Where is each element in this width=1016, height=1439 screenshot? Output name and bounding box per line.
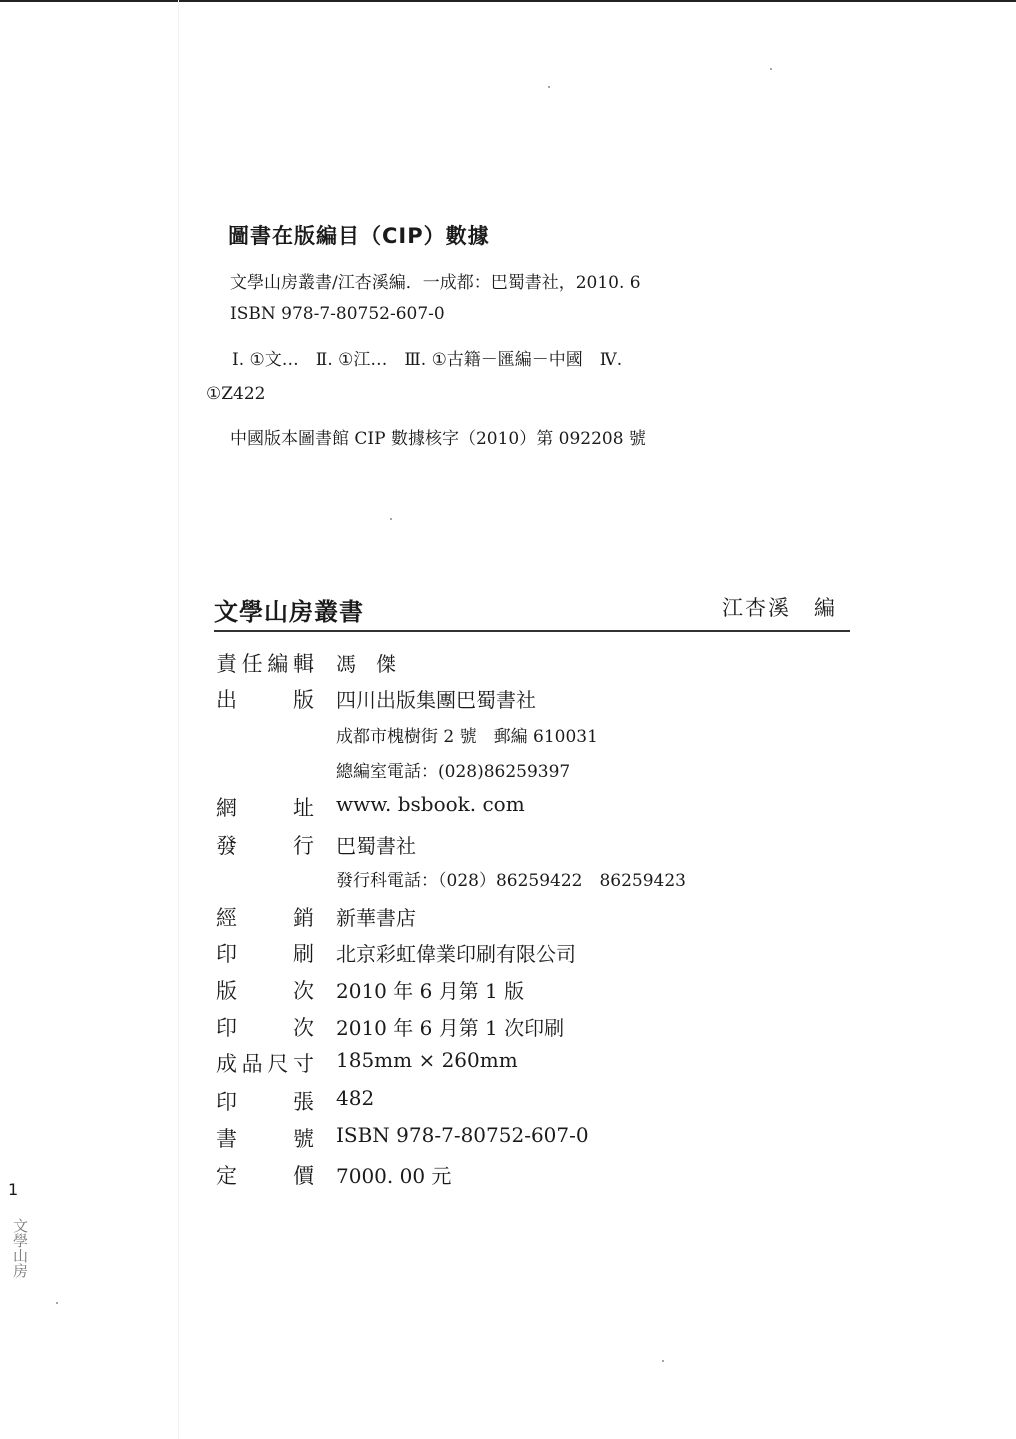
colophon-label [216, 1160, 314, 1190]
colophon-label-char: 銷 [293, 906, 314, 930]
colophon-label-char: 版 [216, 979, 237, 1003]
colophon-value: 新華書店 [336, 906, 416, 930]
colophon-label [216, 684, 314, 714]
colophon-label-char: 印 [216, 942, 237, 966]
cip-record-number-line: 中國版本圖書館 CIP 數據核字（2010）第 092208 號 [230, 429, 646, 449]
colophon-label-char: 行 [293, 834, 314, 858]
colophon-value: 482 [336, 1086, 375, 1110]
margin-stamp: 文學山房 [11, 1218, 29, 1278]
scan-speck [548, 86, 550, 88]
colophon-label-char: 責 [216, 652, 237, 676]
colophon-label-char: 尺 [267, 1052, 289, 1076]
colophon-label-char: 址 [293, 796, 314, 820]
colophon-value: 2010 年 6 月第 1 次印刷 [336, 1016, 565, 1040]
colophon-value: 185mm × 260mm [336, 1048, 518, 1072]
scan-speck [56, 1302, 58, 1304]
colophon-label-char: 次 [293, 979, 314, 1003]
colophon-label [216, 792, 314, 822]
colophon-label-char: 品 [241, 1052, 263, 1076]
colophon-label-char: 發 [216, 834, 237, 858]
colophon-value: 發行科電話：（028）86259422 86259423 [336, 871, 687, 891]
colophon-label-char: 寸 [292, 1052, 314, 1076]
cip-subject-line: Ⅰ. ①文… Ⅱ. ①江… Ⅲ. ①古籍－匯編－中國 Ⅳ. [232, 350, 623, 370]
colophon-label-char: 刷 [293, 942, 314, 966]
colophon-label [216, 1012, 314, 1042]
colophon-value: 巴蜀書社 [336, 834, 416, 858]
colophon-value: 北京彩虹偉業印刷有限公司 [336, 942, 576, 966]
colophon-value: ISBN 978-7-80752-607-0 [336, 1123, 589, 1147]
colophon-label-char: 網 [216, 796, 237, 820]
colophon-label-char: 次 [293, 1016, 314, 1040]
series-title: 文學山房叢書 [214, 598, 364, 626]
colophon-value: www. bsbook. com [336, 792, 525, 816]
colophon-label [216, 975, 314, 1005]
colophon-label-char: 印 [216, 1090, 237, 1114]
cip-classification-line: ①Z422 [206, 384, 266, 404]
colophon-label-char: 印 [216, 1016, 237, 1040]
colophon-label-char: 書 [216, 1127, 237, 1151]
colophon-label-char: 任 [241, 652, 263, 676]
colophon-label [216, 1048, 314, 1078]
series-editor: 江杏溪 編 [722, 596, 837, 620]
colophon-label [216, 648, 314, 678]
colophon-value: 馮 傑 [336, 652, 396, 676]
colophon-label [216, 1123, 314, 1153]
scan-speck [390, 518, 392, 520]
colophon-value: 成都市槐樹街 2 號 郵編 610031 [336, 727, 598, 747]
colophon-label-char: 出 [216, 688, 237, 712]
cip-title-line: 文學山房叢書/江杏溪編．一成都：巴蜀書社，2010. 6 [230, 273, 641, 293]
scan-speck [662, 1360, 664, 1362]
top-border [0, 0, 1016, 2]
colophon-label-char: 號 [293, 1127, 314, 1151]
colophon-value: 總編室電話：(028)86259397 [336, 762, 571, 782]
colophon-label-char: 版 [293, 688, 314, 712]
cip-isbn-line: ISBN 978-7-80752-607-0 [230, 304, 445, 324]
cip-heading: 圖書在版編目（CIP）數據 [228, 224, 490, 248]
colophon-value: 2010 年 6 月第 1 版 [336, 979, 525, 1003]
colophon-label-char: 成 [216, 1052, 237, 1076]
scan-speck [770, 68, 772, 70]
colophon-label-char: 價 [293, 1164, 314, 1188]
colophon-label-char: 張 [293, 1090, 314, 1114]
colophon-label [216, 938, 314, 968]
colophon-label [216, 830, 314, 860]
title-divider [214, 630, 850, 632]
page-number: 1 [8, 1180, 19, 1199]
colophon-value: 7000. 00 元 [336, 1164, 452, 1188]
colophon-label [216, 1086, 314, 1116]
page-fold-shadow [178, 0, 179, 1439]
colophon-label-char: 編 [267, 652, 289, 676]
colophon-label-char: 輯 [292, 652, 314, 676]
colophon-label [216, 902, 314, 932]
colophon-label-char: 經 [216, 906, 237, 930]
colophon-label-char: 定 [216, 1164, 237, 1188]
colophon-value: 四川出版集團巴蜀書社 [336, 688, 536, 712]
